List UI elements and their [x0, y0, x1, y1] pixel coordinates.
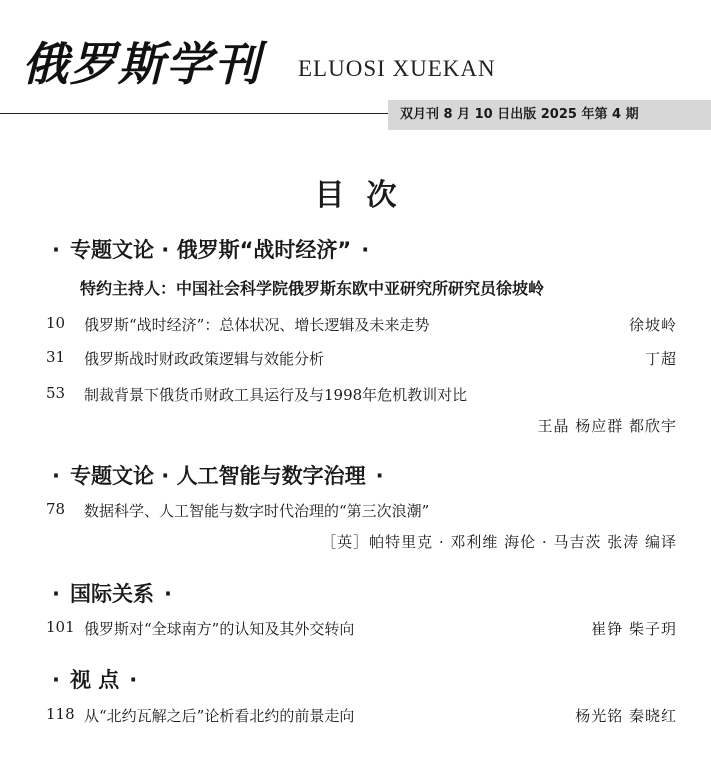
- bullet-dot: ·: [52, 582, 60, 606]
- bullet-dot: ·: [52, 668, 60, 692]
- section-heading: · 专题文论 · 俄罗斯“战时经济” ·: [52, 238, 370, 262]
- bullet-dot: ·: [375, 464, 384, 488]
- entry-page-number: 78: [46, 500, 66, 518]
- issue-info-bar: 双月刊 8 月 10 日出版 2025 年第 4 期: [388, 100, 711, 130]
- entry-title: 俄罗斯对“全球南方”的认知及其外交转向: [84, 620, 355, 638]
- section-heading: · 国际关系 ·: [52, 582, 172, 606]
- entry-title: 俄罗斯战时财政政策逻辑与效能分析: [84, 350, 325, 368]
- entry-author: 丁超: [644, 350, 677, 368]
- entry-title: 从“北约瓦解之后”论析看北约的前景走向: [84, 707, 355, 725]
- journal-title-chinese: 俄罗斯学刊: [22, 37, 262, 91]
- entry-page-number: 118: [46, 705, 75, 723]
- section-heading: · 视 点 ·: [52, 668, 138, 692]
- bullet-dot: ·: [163, 582, 172, 606]
- bullet-dot: ·: [52, 464, 60, 488]
- entry-author: 崔铮 柴子玥: [591, 620, 677, 638]
- toc-title: 目次: [314, 178, 419, 213]
- section-heading: · 专题文论 · 人工智能与数字治理 ·: [52, 464, 384, 488]
- entry-author: 杨光铭 秦晓红: [575, 707, 677, 725]
- entry-title: 制裁背景下俄货币财政工具运行及与1998年危机教训对比: [84, 386, 468, 404]
- header-rule: [0, 113, 390, 114]
- entry-page-number: 101: [46, 618, 75, 636]
- entry-page-number: 31: [46, 348, 66, 366]
- bullet-dot: ·: [129, 668, 138, 692]
- entry-title: 数据科学、人工智能与数字时代治理的“第三次浪潮”: [84, 502, 430, 520]
- entry-author: ［英］帕特里克 · 邓利维 海伦 · 马吉茨 张涛 编译: [321, 533, 677, 551]
- entry-author: 徐坡岭: [628, 316, 677, 334]
- bullet-dot: ·: [52, 238, 60, 262]
- bullet-dot: ·: [361, 238, 370, 262]
- entry-page-number: 53: [46, 384, 66, 402]
- entry-page-number: 10: [46, 314, 66, 332]
- journal-title-english: ELUOSI XUEKAN: [298, 56, 496, 81]
- guest-host-line: 特约主持人：中国社会科学院俄罗斯东欧中亚研究所研究员徐坡岭: [80, 279, 545, 298]
- entry-author: 王晶 杨应群 都欣宇: [537, 417, 677, 435]
- entry-title: 俄罗斯“战时经济”：总体状况、增长逻辑及未来走势: [84, 316, 430, 334]
